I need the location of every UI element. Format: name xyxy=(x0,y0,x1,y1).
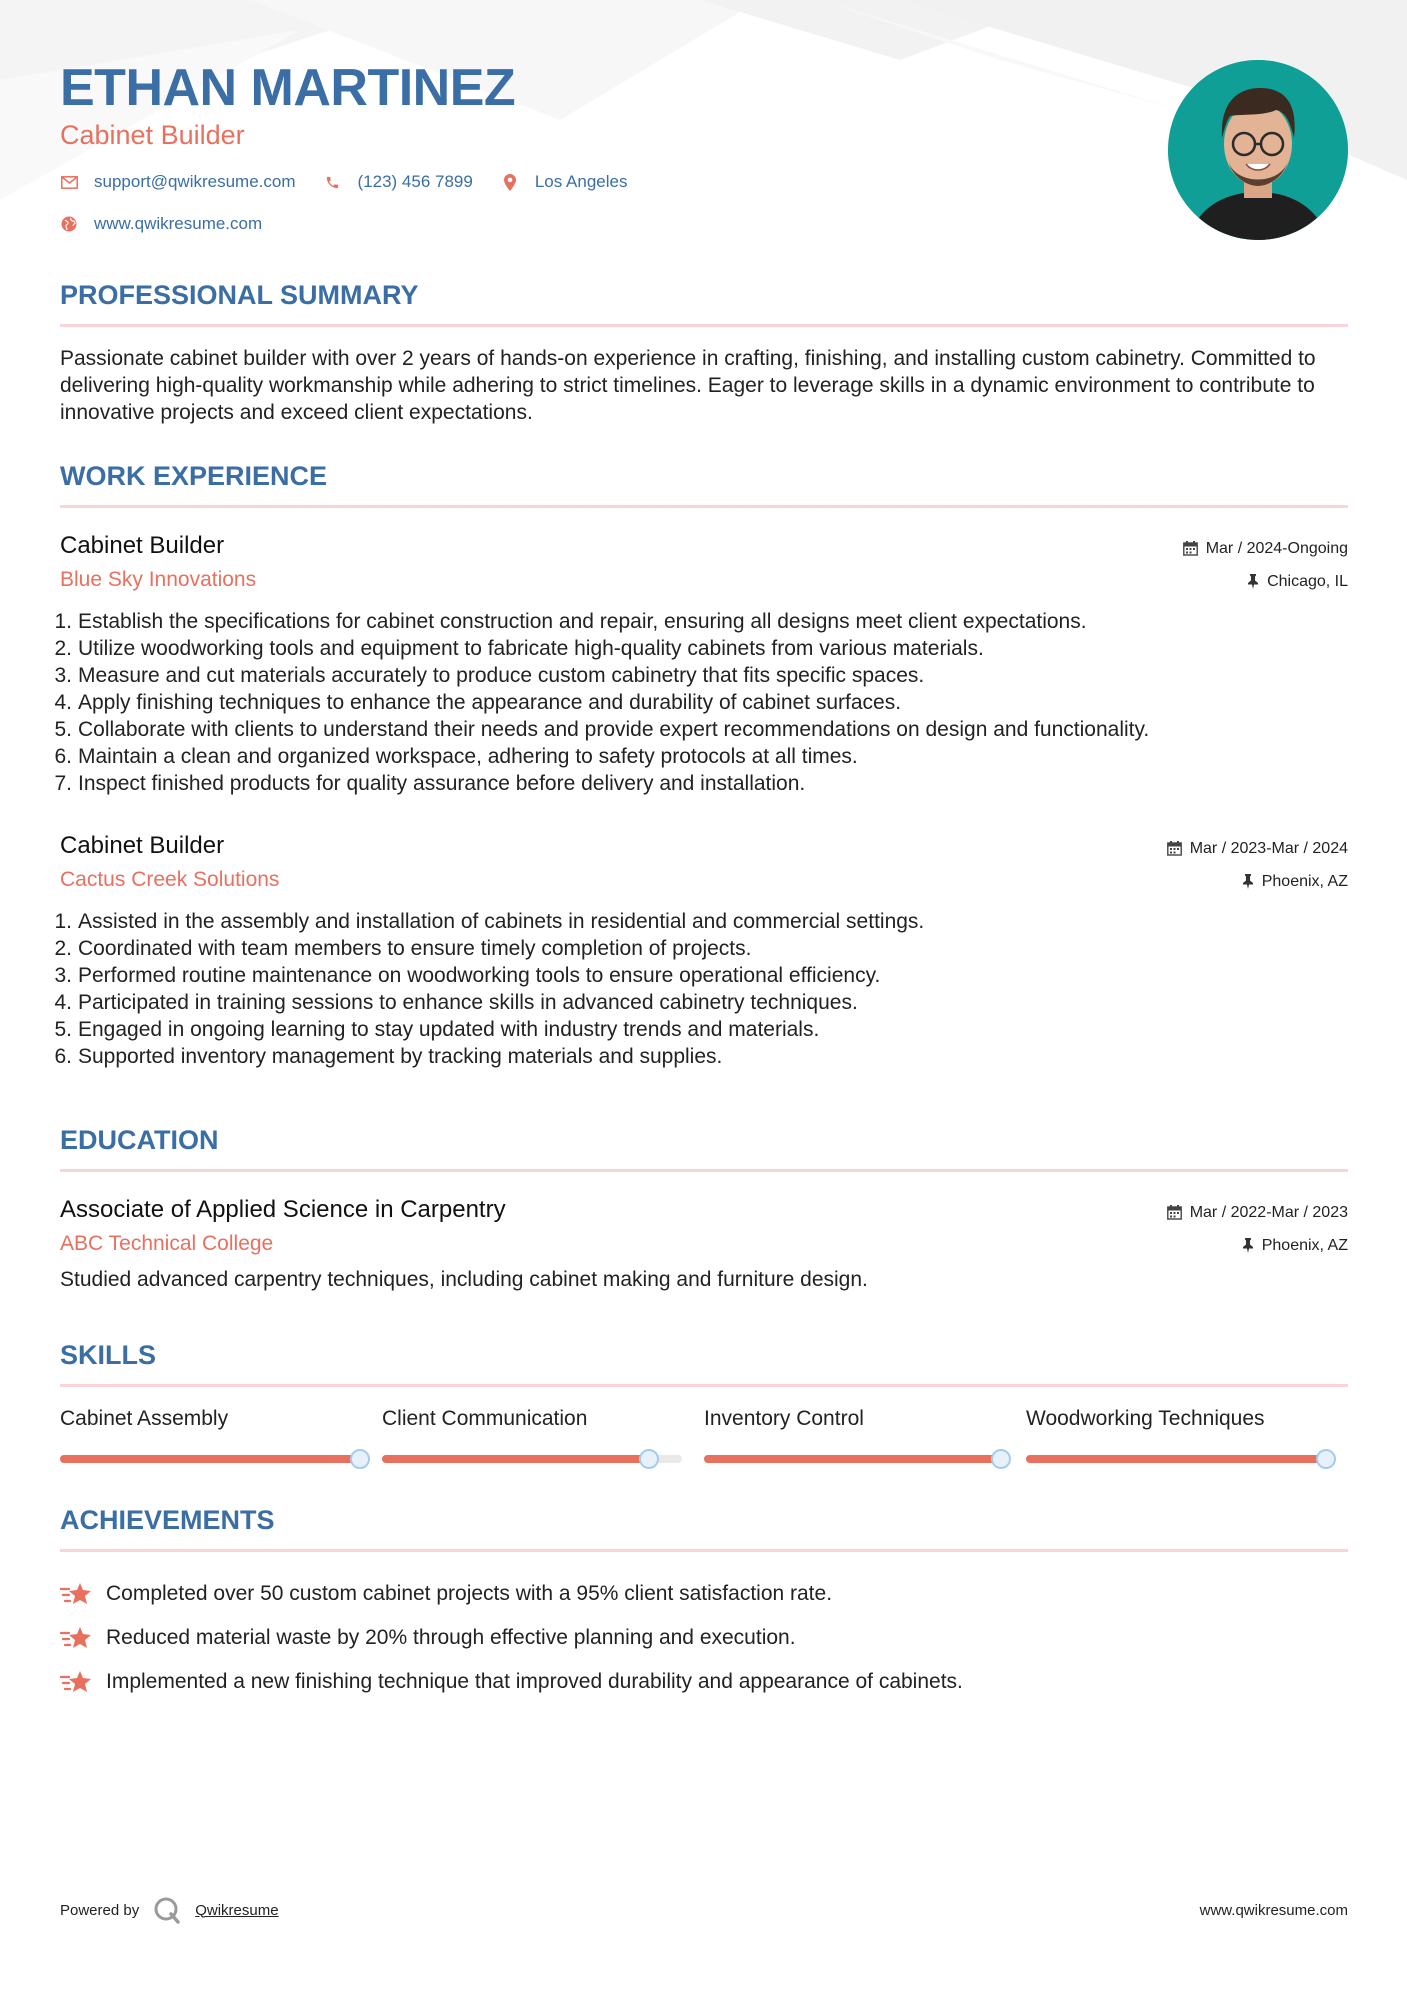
list-item: 2. Utilize woodworking tools and equipment to fabricate high-quality cabinets from various materials. xyxy=(54,637,984,660)
section-title: PROFESSIONAL SUMMARY xyxy=(60,280,419,310)
skill-bar-fill xyxy=(60,1455,360,1463)
footer xyxy=(60,1896,1348,1924)
qwikresume-link[interactable]: Qwikresume xyxy=(195,1901,279,1919)
list-item: 7. Inspect finished products for quality assurance before delivery and installation. xyxy=(54,772,806,795)
job-bullets xyxy=(54,608,1348,797)
list-item: 3. Measure and cut materials accurately to produce custom cabinetry that fits specific spaces. xyxy=(54,664,925,687)
achievement-text: Completed over 50 custom cabinet projects with a 95% client satisfaction rate. xyxy=(106,1582,833,1605)
qwikresume-logo-icon xyxy=(153,1896,181,1924)
education-description: Studied advanced carpentry techniques, including cabinet making and furniture design. xyxy=(60,1268,868,1291)
experience-section xyxy=(54,461,1348,1070)
skill-label: Client Communication xyxy=(382,1407,588,1430)
pushpin-icon xyxy=(1247,574,1259,589)
job-company: Cactus Creek Solutions xyxy=(60,868,280,891)
skill-item xyxy=(60,1407,382,1463)
achievement-item xyxy=(60,1616,1348,1660)
globe-icon xyxy=(60,215,78,233)
section-divider xyxy=(60,1169,1348,1172)
candidate-name: ETHAN MARTINEZ xyxy=(60,59,516,117)
shooting-star-icon xyxy=(60,1624,92,1652)
skill-bar xyxy=(60,1455,360,1463)
skill-bar-fill xyxy=(382,1455,649,1463)
job-location-text: Phoenix, AZ xyxy=(1261,872,1348,890)
degree-title: Associate of Applied Science in Carpentry xyxy=(60,1196,506,1223)
skill-bar-knob xyxy=(991,1449,1011,1469)
achievement-item xyxy=(60,1660,1348,1704)
skill-item xyxy=(1026,1407,1348,1463)
footer-website[interactable]: www.qwikresume.com xyxy=(1199,1901,1348,1919)
section-title: EDUCATION xyxy=(60,1125,219,1155)
education-location xyxy=(1167,1229,1348,1262)
job-company: Blue Sky Innovations xyxy=(60,568,257,591)
list-item: 1. Assisted in the assembly and installation of cabinets in residential and commercial settings. xyxy=(54,910,925,933)
pushpin-icon xyxy=(1242,1238,1254,1253)
skill-bar-knob xyxy=(350,1449,370,1469)
shooting-star-icon xyxy=(60,1580,92,1608)
contact-email[interactable] xyxy=(60,172,296,192)
education-dates xyxy=(1167,1196,1348,1229)
education-meta xyxy=(1167,1196,1348,1262)
phone-text: (123) 456 7899 xyxy=(357,172,473,191)
shooting-star-icon xyxy=(60,1668,92,1696)
skill-bar xyxy=(382,1455,682,1463)
education-dates-text: Mar / 2022-Mar / 2023 xyxy=(1189,1203,1348,1221)
profile-photo xyxy=(1168,60,1348,240)
calendar-icon xyxy=(1167,1205,1182,1220)
avatar xyxy=(1168,60,1348,240)
skill-bar-knob xyxy=(1316,1449,1336,1469)
job-entry xyxy=(54,830,1348,1070)
website-text[interactable]: www.qwikresume.com xyxy=(94,214,263,233)
job-title: Cabinet Builder xyxy=(60,832,225,859)
contact-location xyxy=(501,172,628,192)
section-title: SKILLS xyxy=(60,1340,157,1370)
contact-row xyxy=(60,172,655,192)
skill-label: Inventory Control xyxy=(704,1407,864,1430)
summary-text: Passionate cabinet builder with over 2 years of hands-on experience in crafting, finishing, and installing custom cabinetry. Committed to delivering high-quality workmanship while adhering to strict timelines. Eager to leverage skills in a dynamic environment to contribute to innovative projects and exceed client expectations. xyxy=(60,347,1316,424)
school-name: ABC Technical College xyxy=(60,1232,274,1255)
achievement-text: Implemented a new finishing technique that improved durability and appearance of cabinets. xyxy=(106,1670,963,1693)
job-location xyxy=(1183,565,1348,598)
skill-label: Woodworking Techniques xyxy=(1026,1407,1265,1430)
list-item: 6. Supported inventory management by tracking materials and supplies. xyxy=(54,1045,723,1068)
list-item: 3. Performed routine maintenance on woodworking tools to ensure operational efficiency. xyxy=(54,964,881,987)
website-row xyxy=(60,214,290,234)
powered-by-label: Powered by xyxy=(60,1901,140,1919)
list-item: 4. Participated in training sessions to enhance skills in advanced cabinetry techniques. xyxy=(54,991,858,1014)
education-section xyxy=(60,1125,1348,1292)
skill-item xyxy=(382,1407,704,1463)
section-divider xyxy=(60,1384,1348,1387)
skill-bar-knob xyxy=(639,1449,659,1469)
achievement-item xyxy=(60,1572,1348,1616)
job-title: Cabinet Builder xyxy=(60,532,225,559)
job-bullets xyxy=(54,908,1348,1070)
list-item: 5. Collaborate with clients to understand their needs and provide expert recommendations on design and functionality. xyxy=(54,718,1150,741)
job-dates-text: Mar / 2023-Mar / 2024 xyxy=(1189,839,1348,857)
job-dates xyxy=(1167,832,1348,865)
job-meta xyxy=(1167,832,1348,898)
email-icon xyxy=(60,173,78,191)
section-divider xyxy=(60,324,1348,327)
achievement-text: Reduced material waste by 20% through effective planning and execution. xyxy=(106,1626,796,1649)
phone-icon xyxy=(324,173,342,191)
section-title: ACHIEVEMENTS xyxy=(60,1505,275,1535)
skill-bar-fill xyxy=(1026,1455,1326,1463)
skill-bar xyxy=(1026,1455,1326,1463)
calendar-icon xyxy=(1183,541,1198,556)
list-item: 2. Coordinated with team members to ensure timely completion of projects. xyxy=(54,937,752,960)
job-entry xyxy=(54,530,1348,797)
skill-bar xyxy=(704,1455,1004,1463)
skill-item xyxy=(704,1407,1026,1463)
job-dates-text: Mar / 2024-Ongoing xyxy=(1205,539,1348,557)
achievements-section xyxy=(60,1505,1348,1704)
skill-bar-fill xyxy=(704,1455,1001,1463)
skill-label: Cabinet Assembly xyxy=(60,1407,229,1430)
job-meta xyxy=(1183,532,1348,598)
section-title: WORK EXPERIENCE xyxy=(60,461,328,491)
list-item: 6. Maintain a clean and organized workspace, adhering to safety protocols at all times. xyxy=(54,745,858,768)
contact-phone xyxy=(324,172,473,192)
education-location-text: Phoenix, AZ xyxy=(1261,1236,1348,1254)
achievements-list xyxy=(60,1572,1348,1704)
job-location xyxy=(1167,865,1348,898)
skills-list xyxy=(60,1407,1348,1463)
map-pin-icon xyxy=(501,173,519,191)
skills-section xyxy=(60,1340,1348,1463)
section-divider xyxy=(60,1549,1348,1552)
contact-website[interactable] xyxy=(60,214,262,234)
job-location-text: Chicago, IL xyxy=(1267,572,1348,590)
list-item: 4. Apply finishing techniques to enhance the appearance and durability of cabinet surfaces. xyxy=(54,691,902,714)
calendar-icon xyxy=(1167,841,1182,856)
candidate-role: Cabinet Builder xyxy=(60,120,245,150)
summary-section xyxy=(60,280,1348,426)
pushpin-icon xyxy=(1242,874,1254,889)
education-entry xyxy=(60,1194,1348,1292)
section-divider xyxy=(60,505,1348,508)
job-dates xyxy=(1183,532,1348,565)
email-text[interactable]: support@qwikresume.com xyxy=(94,172,296,191)
location-text: Los Angeles xyxy=(534,172,628,191)
list-item: 1. Establish the specifications for cabinet construction and repair, ensuring all designs meet client expectations. xyxy=(54,610,1087,633)
list-item: 5. Engaged in ongoing learning to stay updated with industry trends and materials. xyxy=(54,1018,820,1041)
